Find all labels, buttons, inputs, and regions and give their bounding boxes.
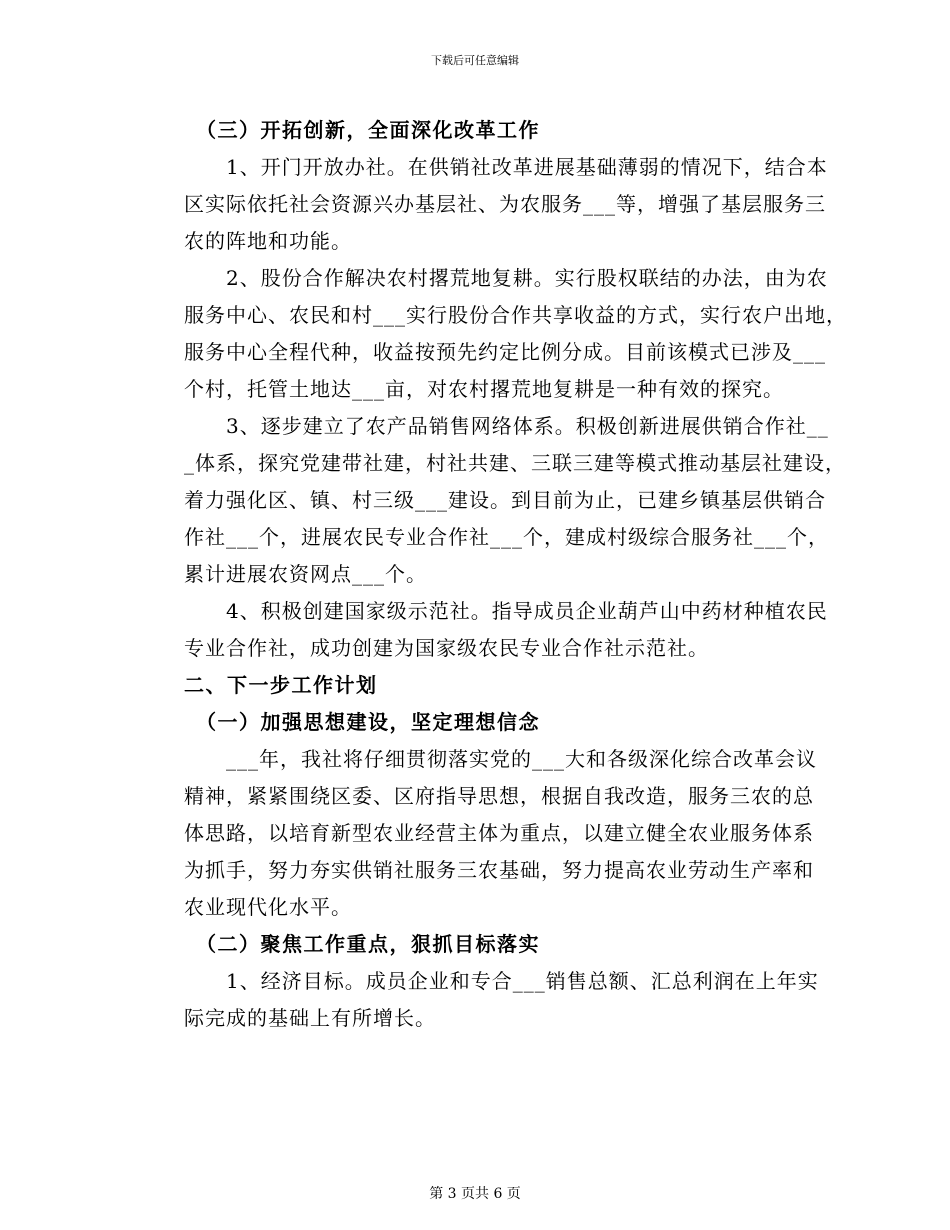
- text-line: 作社___个，进展农民专业合作社___个，建成村级综合服务社___个，: [184, 525, 829, 549]
- page-number: 第 3 页共 6 页: [429, 1186, 521, 1202]
- paragraph-open-cooperative: [142, 149, 828, 260]
- text-line: 累计进展农资网点___个。: [184, 562, 427, 586]
- text-line: 体思路，以培育新型农业经营主体为重点，以建立健全农业服务体系: [184, 821, 814, 845]
- text-line: 4、积极创建国家级示范社。指导成员企业葫芦山中药材种植农民: [226, 599, 828, 623]
- section-heading-ideology: （一）加强思想建设，坚定理想信念: [196, 710, 540, 734]
- text-line: 际完成的基础上有所增长。: [184, 1006, 436, 1030]
- text-line: 3、逐步建立了农产品销售网络体系。积极创新进展供销合作社__: [226, 414, 829, 438]
- text-line: 区实际依托社会资源兴办基层社、为农服务___等，增强了基层服务三: [184, 192, 826, 216]
- part-heading-next-plan: 二、下一步工作计划: [184, 673, 378, 697]
- text-line: 专业合作社，成功创建为国家级农民专业合作社示范社。: [184, 636, 709, 660]
- paragraph-demo-cooperative: [142, 593, 828, 667]
- text-line: ___年，我社将仔细贯彻落实党的___大和各级深化综合改革会议: [226, 747, 817, 771]
- paragraph-shareholding: [142, 260, 847, 408]
- text-line: 农业现代化水平。: [184, 895, 352, 919]
- text-line: 个村，托管土地达___亩，对农村撂荒地复耕是一种有效的探究。: [184, 377, 784, 401]
- text-line: 为抓手，努力夯实供销社服务三农基础，努力提高农业劳动生产率和: [184, 858, 814, 882]
- section-heading-focus: （二）聚焦工作重点，狠抓目标落实: [196, 932, 540, 956]
- paragraph-economic-target: [142, 963, 819, 1037]
- text-line: 农的阵地和功能。: [184, 229, 352, 253]
- document-body: [142, 112, 847, 1037]
- text-line: 1、开门开放办社。在供销社改革进展基础薄弱的情况下，结合本: [226, 155, 828, 179]
- text-line: _体系，探究党建带社建，村社共建、三联三建等模式推动基层社建设，: [184, 451, 846, 475]
- text-line: 2、股份合作解决农村撂荒地复耕。实行股权联结的办法，由为农: [226, 266, 828, 290]
- text-line: 服务中心全程代种，收益按预先约定比例分成。目前该模式已涉及___: [184, 340, 826, 364]
- paragraph-ideology: [142, 741, 817, 926]
- text-line: 服务中心、农民和村___实行股份合作共享收益的方式，实行农户出地，: [184, 303, 847, 327]
- page-header-note: 下载后可任意编辑: [431, 54, 519, 67]
- text-line: 精神，紧紧围绕区委、区府指导思想，根据自我改造，服务三农的总: [184, 784, 814, 808]
- text-line: 着力强化区、镇、村三级___建设。到目前为止，已建乡镇基层供销合: [184, 488, 826, 512]
- text-line: 1、经济目标。成员企业和专合___销售总额、汇总利润在上年实: [226, 969, 819, 993]
- paragraph-sales-network: [142, 408, 846, 593]
- section-heading-3: （三）开拓创新，全面深化改革工作: [196, 118, 540, 142]
